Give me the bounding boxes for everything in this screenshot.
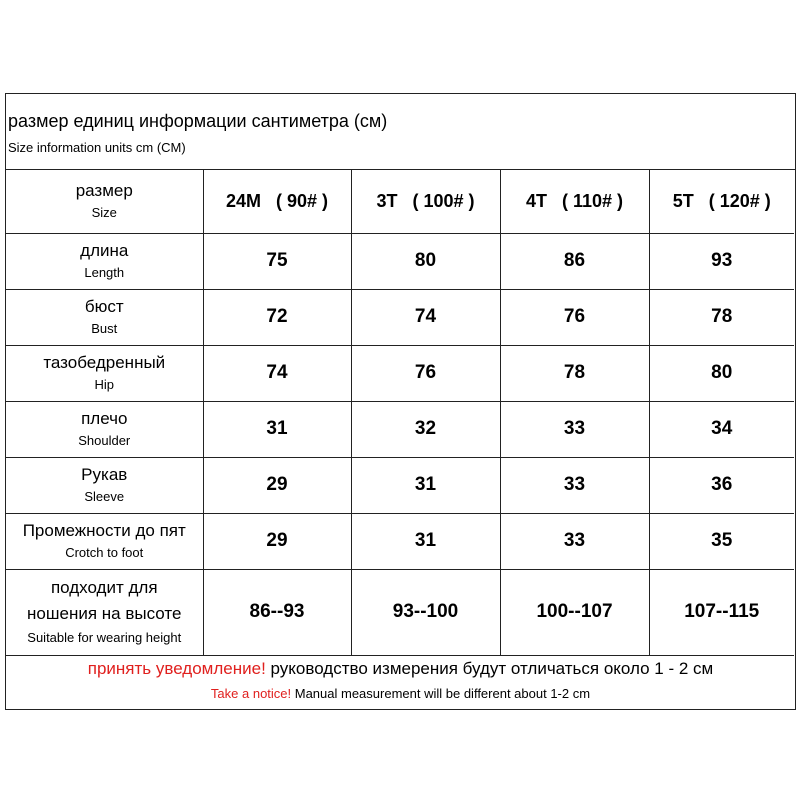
row-label-en: Suitable for wearing height — [27, 629, 182, 645]
value: 33 — [563, 530, 586, 551]
header-label-en: Size — [91, 204, 117, 220]
value-cell — [203, 289, 351, 345]
table-row-length — [6, 233, 794, 289]
value-cell — [500, 401, 649, 457]
value-cell — [203, 569, 351, 655]
value: 86 — [563, 250, 586, 271]
row-label-ru: плечо — [81, 408, 128, 428]
row-label-cell — [6, 569, 203, 655]
table-row-shoulder — [6, 401, 794, 457]
value: 33 — [563, 418, 586, 439]
row-label-ru-line1: подходит для — [50, 577, 158, 597]
row-label-ru: Рукав — [81, 464, 128, 484]
value: 107--115 — [684, 601, 760, 622]
value: 93--100 — [392, 601, 459, 622]
value: 78 — [711, 306, 733, 327]
title-block — [6, 94, 795, 170]
value-cell — [649, 345, 794, 401]
value-cell — [500, 457, 649, 513]
row-label-cell — [6, 457, 203, 513]
value-cell — [500, 289, 649, 345]
value-cell — [203, 513, 351, 569]
value: 36 — [711, 474, 733, 495]
value-cell — [649, 513, 794, 569]
table-row-crotch-to-foot — [6, 513, 794, 569]
value: 31 — [266, 418, 288, 439]
row-label-ru: Промежности до пят — [22, 520, 186, 540]
row-label-en: Crotch to foot — [65, 544, 144, 560]
table-row-suitable-height — [6, 569, 794, 655]
value: 93 — [711, 250, 733, 271]
value-cell — [500, 233, 649, 289]
value-cell — [351, 401, 500, 457]
value-cell — [649, 401, 794, 457]
value-cell — [351, 289, 500, 345]
value-cell — [500, 513, 649, 569]
value: 80 — [711, 362, 733, 383]
row-label-ru: бюст — [84, 296, 124, 316]
value-cell — [203, 345, 351, 401]
row-label-en: Length — [84, 264, 125, 280]
row-label-cell — [6, 345, 203, 401]
value-cell — [351, 345, 500, 401]
value: 74 — [414, 306, 437, 327]
header-label-cell — [6, 170, 203, 233]
value: 76 — [414, 362, 437, 383]
value: 78 — [563, 362, 586, 383]
value: 35 — [711, 530, 733, 551]
value-cell — [500, 569, 649, 655]
size-table — [6, 170, 794, 656]
table-row-bust — [6, 289, 794, 345]
value: 31 — [414, 474, 437, 495]
title-english: Size information units cm (CM) — [8, 140, 186, 155]
row-label-cell — [6, 289, 203, 345]
header-size-cell — [351, 170, 500, 233]
value-cell — [351, 457, 500, 513]
value: 72 — [266, 306, 288, 327]
header-size-4t: 4T ( 110# ) — [525, 190, 624, 211]
value-cell — [649, 233, 794, 289]
value: 80 — [414, 250, 437, 271]
value-cell — [203, 401, 351, 457]
notice-highlight-en: Take a notice! — [210, 686, 292, 701]
notice-highlight-ru: принять уведомление! — [87, 659, 266, 678]
row-label-ru: длина — [80, 240, 129, 260]
header-size-5t: 5T ( 120# ) — [672, 190, 771, 211]
row-label-ru: тазобедренный — [43, 352, 166, 372]
value: 33 — [563, 474, 586, 495]
value-cell — [351, 569, 500, 655]
size-chart — [5, 93, 796, 710]
row-label-en: Bust — [91, 320, 118, 336]
value-cell — [649, 569, 794, 655]
row-label-en: Hip — [94, 376, 114, 392]
value-cell — [203, 233, 351, 289]
header-size-3t: 3T ( 100# ) — [376, 190, 475, 211]
table-row-hip — [6, 345, 794, 401]
value: 75 — [266, 250, 288, 271]
notice-text-en: Manual measurement will be different about 1-2 cm — [291, 686, 591, 701]
row-label-cell — [6, 233, 203, 289]
row-label-en: Shoulder — [78, 432, 131, 448]
header-size-24m: 24M ( 90# ) — [225, 190, 329, 211]
notice-russian — [6, 659, 795, 679]
value: 74 — [266, 362, 288, 383]
row-label-cell — [6, 401, 203, 457]
notice-english — [6, 686, 795, 701]
value-cell — [649, 457, 794, 513]
header-size-cell — [500, 170, 649, 233]
value: 31 — [414, 530, 437, 551]
value-cell — [203, 457, 351, 513]
title-russian: размер единиц информации сантиметра (см) — [8, 111, 388, 131]
value: 29 — [266, 530, 288, 551]
value-cell — [649, 289, 794, 345]
row-label-ru-line2: ношения на высоте — [27, 603, 182, 623]
header-size-cell — [649, 170, 794, 233]
value: 100--107 — [536, 601, 613, 622]
value-cell — [500, 345, 649, 401]
value-cell — [351, 233, 500, 289]
value: 76 — [563, 306, 586, 327]
header-size-cell — [203, 170, 351, 233]
header-row — [6, 170, 794, 233]
value: 86--93 — [249, 601, 305, 622]
value: 29 — [266, 474, 288, 495]
value: 32 — [414, 418, 437, 439]
value: 34 — [711, 418, 733, 439]
row-label-cell — [6, 513, 203, 569]
header-label-ru: размер — [75, 180, 133, 200]
table-row-sleeve — [6, 457, 794, 513]
value-cell — [351, 513, 500, 569]
measurement-notice — [6, 655, 795, 709]
row-label-en: Sleeve — [84, 488, 125, 504]
notice-text-ru: руководство измерения будут отличаться около 1 - 2 см — [265, 659, 714, 678]
